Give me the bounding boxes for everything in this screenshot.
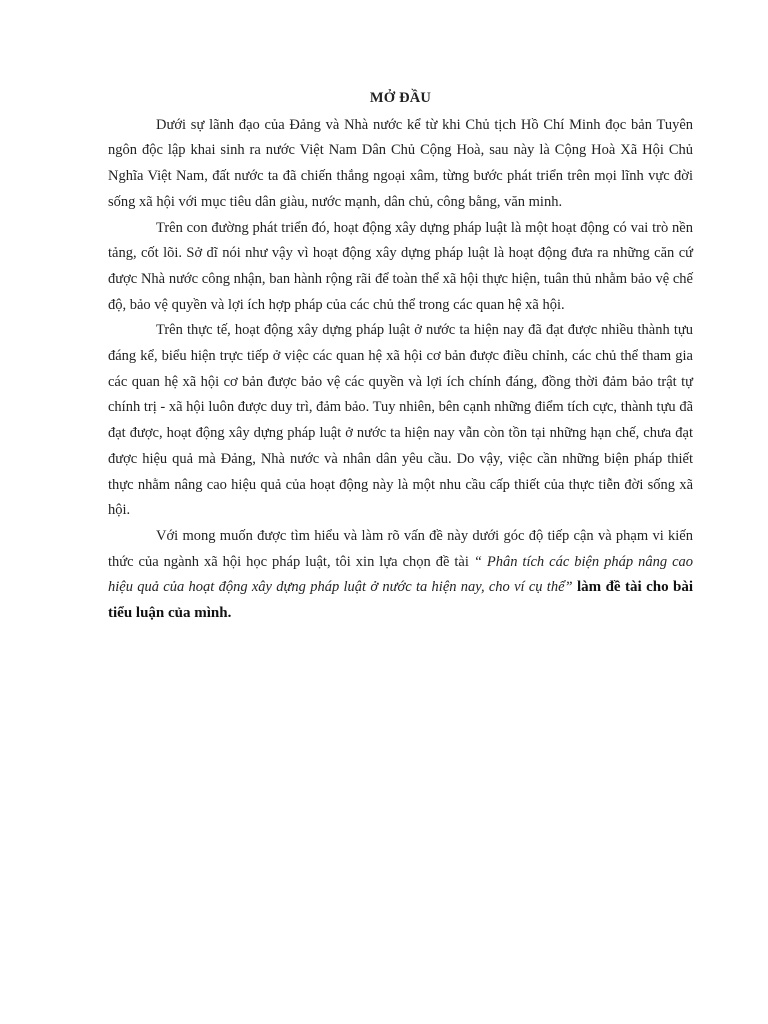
paragraph-4 bbox=[108, 524, 693, 627]
document-heading: MỞ ĐẦU bbox=[369, 90, 432, 106]
paragraph-3: Trên thực tế, hoạt động xây dựng pháp luật ở nước ta hiện nay đã đạt được nhiều thành tựu đáng kể, biểu hiện trực tiếp ở việc các quan hệ xã hội cơ bản được điều chỉnh, các chủ thể tham gia các quan hệ xã hội cơ bản được bảo vệ các quyền và lợi ích chính đáng, đồng thời đảm bảo trật tự chính trị - xã hội luôn được duy trì, đảm bảo. Tuy nhiên, bên cạnh những điểm tích cực, thành tựu đã đạt được, hoạt động xây dựng pháp luật ở nước ta hiện nay vẫn còn tồn tại những hạn chế, chưa đạt được hiệu quả mà Đảng, Nhà nước và nhân dân yêu cầu. Do vậy, việc cần những biện pháp thiết thực nhằm nâng cao hiệu quả của hoạt động này là một nhu cầu cấp thiết của thực tiễn đời sống xã hội. bbox=[108, 322, 693, 519]
topic-title: “ Phân tích các biện pháp nâng cao hiệu quả của hoạt động xây dựng pháp luật ở nước ta hiện nay, cho ví cụ thể” bbox=[108, 553, 693, 596]
paragraph-4-tail: làm đề tài cho bài tiểu luận của mình. bbox=[108, 579, 693, 622]
paragraph-1: Dưới sự lãnh đạo của Đảng và Nhà nước kể từ khi Chủ tịch Hồ Chí Minh đọc bản Tuyên ngôn độc lập khai sinh ra nước Việt Nam Dân Chủ Cộng Hoà, sau này là Cộng Hoà Xã Hội Chủ Nghĩa Việt Nam, đất nước ta đã chiến thắng ngoại xâm, từng bước phát triển trên mọi lĩnh vực đời sống xã hội với mục tiêu dân giàu, nước mạnh, dân chủ, công bằng, văn minh. bbox=[108, 116, 693, 210]
document-body bbox=[108, 86, 693, 627]
paragraph-4-lead: Với mong muốn được tìm hiểu và làm rõ vấn đề này dưới góc độ tiếp cận và phạm vi kiến thức của ngành xã hội học pháp luật, tôi xin lựa chọn đề tài bbox=[108, 527, 693, 570]
paragraph-2: Trên con đường phát triển đó, hoạt động xây dựng pháp luật là một hoạt động có vai trò nền tảng, cốt lõi. Sở dĩ nói như vậy vì hoạt động xây dựng pháp luật là hoạt động đưa ra những căn cứ được Nhà nước công nhận, ban hành rộng rãi để toàn thể xã hội thực hiện, tuân thủ nhằm bảo vệ chế độ, bảo vệ quyền và lợi ích hợp pháp của các chủ thể trong các quan hệ xã hội. bbox=[108, 219, 693, 313]
